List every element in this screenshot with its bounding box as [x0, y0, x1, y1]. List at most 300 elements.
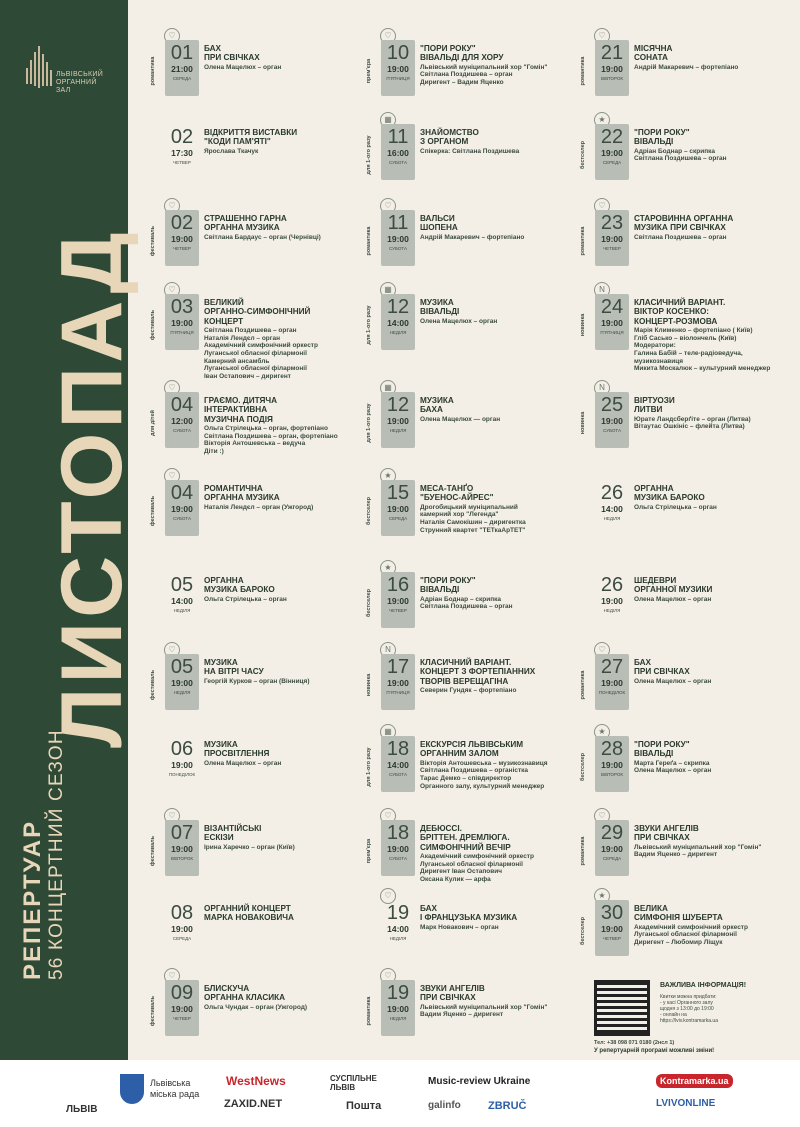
- event-day: 29: [600, 822, 624, 844]
- info-note: У репертуарній програмі можливі зміни!: [594, 1048, 715, 1054]
- event-date: [381, 900, 415, 956]
- event-category-label: для 1-ого разу: [366, 747, 372, 787]
- event-category: [580, 300, 592, 350]
- event-title-block: [634, 128, 794, 163]
- event-date: [165, 392, 199, 448]
- qr-code[interactable]: [594, 980, 650, 1036]
- event-card[interactable]: [150, 198, 360, 280]
- event-weekday: ЧЕТВЕР: [173, 246, 191, 251]
- heart-icon: ♡: [164, 642, 180, 658]
- event-title-block: [634, 214, 794, 241]
- event-day: 24: [600, 296, 624, 318]
- event-date: [595, 40, 629, 96]
- event-performers: Марк Новакович – орган: [420, 923, 499, 931]
- event-day: 10: [386, 42, 410, 64]
- event-title: МУЗИКА ВІВАЛЬДІ: [420, 298, 460, 317]
- event-time: 14:00: [387, 760, 409, 770]
- event-time: 19:00: [387, 64, 409, 74]
- event-performers: Спікерка: Світлана Поздишева: [420, 147, 520, 155]
- coat-of-arms-icon: [120, 1074, 144, 1104]
- event-day: 23: [600, 212, 624, 234]
- event-performers: Академічний симфонічний оркестр Луганської обласної філармонії Диригент Іван Остапович Оксана Кулик — арфа: [420, 853, 534, 883]
- event-date: [595, 572, 629, 628]
- new-icon: N: [380, 642, 396, 658]
- event-category-label: романтика: [580, 836, 586, 866]
- event-title-block: [420, 576, 580, 611]
- event-card[interactable]: [366, 112, 576, 194]
- event-category: [150, 216, 162, 266]
- info-phone: Тел: +38 098 071 0180 (2нсл 1): [594, 1040, 675, 1046]
- event-time: 19:00: [171, 678, 193, 688]
- event-title: МЕСА-ТАНҐО "БУЕНОС-АЙРЕС": [420, 484, 494, 503]
- event-date: [165, 124, 199, 180]
- event-time: 19:00: [171, 504, 193, 514]
- event-day: 03: [170, 296, 194, 318]
- event-card[interactable]: [150, 724, 360, 806]
- event-weekday: П'ЯТНИЦЯ: [170, 330, 194, 335]
- event-title: ГРАЄМО. ДИТЯЧА ІНТЕРАКТИВНА МУЗИЧНА ПОДІЯ: [204, 396, 278, 424]
- event-day: 28: [600, 738, 624, 760]
- event-title-block: [634, 44, 794, 71]
- event-card[interactable]: [150, 808, 360, 890]
- heart-icon: ♡: [380, 888, 396, 904]
- season-line-2: 56 КОНЦЕРТНИЙ СЕЗОН: [46, 729, 67, 980]
- event-performers: Олена Мацелюх – орган: [634, 677, 712, 685]
- event-performers: Марія Клименко – фортепіано ( Київ) Гліб Сасько – віолончель (Київ) Модератори: Галина Бабій – теле-радіоведуча, музикознавиця Микита Москалюк – культурний менеджер: [634, 327, 771, 373]
- star-icon: ★: [380, 560, 396, 576]
- event-title: "ПОРИ РОКУ" ВІВАЛЬДІ: [634, 740, 690, 759]
- event-weekday: НЕДІЛЯ: [173, 690, 191, 695]
- event-category: [580, 906, 592, 956]
- event-title: ДЕБЮССІ. БРІТТЕН. ДРЕМЛЮГА. СИМФОНІЧНИЙ ВЕЧІР: [420, 824, 511, 852]
- event-time: 19:00: [601, 416, 623, 426]
- event-weekday: СУБОТА: [389, 246, 407, 251]
- sponsor-posta: Пошта: [346, 1100, 382, 1112]
- event-card[interactable]: [150, 968, 360, 1050]
- event-card[interactable]: [580, 808, 790, 890]
- event-card[interactable]: [580, 28, 790, 110]
- event-performers: Адріан Боднар – скрипка Світлана Поздишева – орган: [634, 147, 727, 163]
- star-icon: ★: [380, 468, 396, 484]
- sponsor-zaxid: ZAXID.NET: [224, 1098, 283, 1110]
- event-date: [595, 210, 629, 266]
- event-time: 19:00: [601, 924, 623, 934]
- event-card[interactable]: [150, 888, 360, 970]
- logo: [26, 44, 116, 94]
- event-date: [165, 210, 199, 266]
- event-time: 19:00: [601, 234, 623, 244]
- event-title-block: [204, 904, 364, 924]
- event-performers: Ольга Стрілецька – орган: [634, 503, 717, 511]
- event-category: [366, 660, 378, 710]
- season-line-1: РЕПЕРТУАР: [19, 819, 46, 980]
- event-performers: Ольга Стрілецька – орган: [204, 595, 287, 603]
- event-time: 19:00: [387, 504, 409, 514]
- event-day: 25: [600, 394, 624, 416]
- event-card[interactable]: [150, 468, 360, 550]
- event-card[interactable]: [580, 888, 790, 970]
- event-card[interactable]: [580, 468, 790, 550]
- event-weekday: СЕРЕДА: [172, 76, 192, 81]
- event-card[interactable]: [366, 888, 576, 970]
- event-card[interactable]: [150, 560, 360, 642]
- event-time: 19:00: [387, 596, 409, 606]
- heart-icon: ♡: [164, 28, 180, 44]
- event-time: 19:00: [601, 678, 623, 688]
- event-category-label: новинка: [580, 411, 586, 435]
- star-icon: ★: [594, 888, 610, 904]
- event-title: ЗНАЙОМСТВО З ОРГАНОМ: [420, 128, 479, 147]
- event-category: [150, 398, 162, 448]
- heart-icon: ♡: [164, 198, 180, 214]
- heart-icon: ♡: [164, 468, 180, 484]
- season-title: [20, 580, 100, 980]
- event-card[interactable]: [366, 642, 576, 724]
- event-day: 11: [387, 126, 409, 148]
- sponsors-footer: [0, 1060, 800, 1127]
- event-title-block: [420, 484, 580, 534]
- event-title-block: [634, 576, 794, 603]
- event-time: 19:00: [171, 760, 193, 770]
- event-category-label: новинка: [580, 313, 586, 337]
- event-weekday: СУБОТА: [389, 160, 407, 165]
- event-weekday: НЕДІЛЯ: [389, 1016, 407, 1021]
- event-category: [366, 46, 378, 96]
- event-title-block: [634, 740, 794, 775]
- heart-icon: ♡: [380, 968, 396, 984]
- event-title: ВІЗАНТІЙСЬКІ ЕСКІЗИ: [204, 824, 262, 843]
- event-time: 19:00: [601, 148, 623, 158]
- heart-icon: ♡: [380, 808, 396, 824]
- event-time: 19:00: [387, 234, 409, 244]
- event-day: 05: [170, 656, 194, 678]
- event-day: 05: [170, 574, 194, 596]
- event-date: [595, 900, 629, 956]
- event-title: ЗВУКИ АНГЕЛІВ ПРИ СВІЧКАХ: [420, 984, 485, 1003]
- event-card[interactable]: [150, 28, 360, 110]
- event-weekday: ВІВТОРОК: [600, 772, 624, 777]
- heart-icon: ♡: [594, 198, 610, 214]
- event-day: 15: [386, 482, 410, 504]
- event-performers: Ірина Харечко – орган (Київ): [204, 843, 295, 851]
- event-title: МУЗИКА НА ВІТРІ ЧАСУ: [204, 658, 264, 677]
- event-title-block: [204, 824, 364, 851]
- info-block: [594, 980, 794, 1056]
- event-day: 08: [170, 902, 194, 924]
- event-date: [595, 124, 629, 180]
- event-category: [366, 742, 378, 792]
- event-date: [595, 654, 629, 710]
- sidebar: [0, 0, 140, 1060]
- event-card[interactable]: [580, 560, 790, 642]
- event-card[interactable]: [580, 380, 790, 462]
- event-performers: Адріан Боднар – скрипка Світлана Поздишева – орган: [420, 595, 513, 611]
- event-date: [381, 294, 415, 350]
- event-category-label: фестиваль: [150, 495, 156, 527]
- event-title: МУЗИКА БАХА: [420, 396, 454, 415]
- event-category-label: фестиваль: [150, 835, 156, 867]
- event-date: [165, 736, 199, 792]
- event-title: СТРАШЕННО ГАРНА ОРГАННА МУЗИКА: [204, 214, 287, 233]
- event-date: [165, 572, 199, 628]
- event-category: [150, 46, 162, 96]
- event-title-block: [420, 824, 580, 884]
- event-performers: Львівський муніципальний хор "Гомін" Вадим Яценко – диригент: [420, 1003, 548, 1019]
- event-day: 27: [600, 656, 624, 678]
- event-weekday: НЕДІЛЯ: [603, 516, 621, 521]
- event-date: [165, 980, 199, 1036]
- event-day: 16: [386, 574, 410, 596]
- event-card[interactable]: [366, 468, 576, 550]
- sponsor-westnews: WestNews: [226, 1074, 286, 1088]
- event-date: [165, 294, 199, 350]
- event-date: [381, 980, 415, 1036]
- new-icon: N: [594, 282, 610, 298]
- event-title: ЕКСКУРСІЯ ЛЬВІВСЬКИМ ОРГАННИМ ЗАЛОМ: [420, 740, 524, 759]
- event-title: ВІРТУОЗИ ЛИТВИ: [634, 396, 675, 415]
- event-weekday: НЕДІЛЯ: [389, 936, 407, 941]
- event-date: [595, 820, 629, 876]
- event-title-block: [420, 396, 580, 423]
- event-performers: Олена Мацелюх – орган: [634, 595, 712, 603]
- sponsor-kontramarka: Kontramarka.ua: [656, 1074, 733, 1088]
- event-date: [595, 294, 629, 350]
- calendar-icon: ▦: [380, 112, 396, 128]
- event-title: КЛАСИЧНИЙ ВАРІАНТ. ВІКТОР КОСЕНКО: КОНЦЕРТ-РОЗМОВА: [634, 298, 726, 326]
- event-card[interactable]: [150, 642, 360, 724]
- star-icon: ★: [594, 112, 610, 128]
- event-category-label: бестселер: [580, 752, 586, 782]
- event-category-label: романтика: [150, 56, 156, 86]
- event-weekday: НЕДІЛЯ: [389, 330, 407, 335]
- event-title: "ПОРИ РОКУ" ВІВАЛЬДІ: [634, 128, 690, 147]
- event-title: БАХ ПРИ СВІЧКАХ: [634, 658, 690, 677]
- event-category: [580, 660, 592, 710]
- event-title: ОРГАННА МУЗИКА БАРОКО: [204, 576, 275, 595]
- event-card[interactable]: [580, 642, 790, 724]
- event-date: [381, 480, 415, 536]
- event-category-label: бестселер: [366, 588, 372, 618]
- event-category-label: фестиваль: [150, 225, 156, 257]
- event-title-block: [204, 298, 364, 380]
- event-time: 19:00: [601, 596, 623, 606]
- event-card[interactable]: [366, 560, 576, 642]
- event-date: [381, 654, 415, 710]
- event-day: 02: [170, 126, 194, 148]
- event-time: 14:00: [387, 318, 409, 328]
- calendar-icon: ▦: [380, 724, 396, 740]
- event-category-label: для 1-ого разу: [366, 305, 372, 345]
- event-day: 19: [386, 902, 410, 924]
- event-category: [366, 300, 378, 350]
- event-performers: Олена Мацелюх – орган: [204, 63, 282, 71]
- event-date: [381, 124, 415, 180]
- event-category: [580, 742, 592, 792]
- event-title-block: [634, 298, 794, 373]
- event-weekday: ЧЕТВЕР: [603, 936, 621, 941]
- event-category-label: для 1-ого разу: [366, 403, 372, 443]
- event-category-label: для 1-ого разу: [366, 135, 372, 175]
- event-time: 19:00: [171, 844, 193, 854]
- event-time: 19:00: [171, 1004, 193, 1014]
- event-category-label: фестиваль: [150, 995, 156, 1027]
- event-title-block: [420, 904, 580, 931]
- event-category-label: прем'єра: [366, 58, 372, 84]
- event-time: 21:00: [171, 64, 193, 74]
- event-weekday: СЕРЕДА: [602, 856, 622, 861]
- event-time: 19:00: [387, 844, 409, 854]
- event-title-block: [420, 658, 580, 695]
- event-category: [366, 216, 378, 266]
- event-performers: Світлана Бардаус – орган (Чернівці): [204, 233, 321, 241]
- event-time: 19:00: [171, 318, 193, 328]
- sponsor-city-council: Львівська міська рада: [150, 1078, 200, 1099]
- event-weekday: ЧЕТВЕР: [173, 160, 191, 165]
- event-category: [150, 986, 162, 1036]
- event-card[interactable]: [366, 808, 576, 890]
- event-category-label: прем'єра: [366, 838, 372, 864]
- event-time: 19:00: [171, 234, 193, 244]
- event-weekday: ПОНЕДІЛОК: [598, 690, 626, 695]
- event-weekday: НЕДІЛЯ: [603, 608, 621, 613]
- event-category: [580, 46, 592, 96]
- event-title-block: [420, 128, 580, 155]
- event-title-block: [204, 658, 364, 685]
- event-date: [381, 820, 415, 876]
- event-weekday: П'ЯТНИЦЯ: [386, 76, 410, 81]
- sponsor-music-review: Music-review Ukraine: [428, 1076, 531, 1087]
- event-card[interactable]: [366, 282, 576, 364]
- event-card[interactable]: [366, 724, 576, 806]
- event-day: 12: [386, 296, 410, 318]
- event-date: [381, 210, 415, 266]
- event-card[interactable]: [580, 198, 790, 280]
- event-card[interactable]: [580, 112, 790, 194]
- event-title-block: [420, 984, 580, 1019]
- event-category-label: фестиваль: [150, 669, 156, 701]
- event-category-label: бестселер: [580, 140, 586, 170]
- calendar-icon: ▦: [380, 380, 396, 396]
- event-weekday: СЕРЕДА: [602, 160, 622, 165]
- event-card[interactable]: [580, 724, 790, 806]
- event-date: [595, 480, 629, 536]
- new-icon: N: [594, 380, 610, 396]
- event-category-label: романтика: [366, 226, 372, 256]
- event-title-block: [634, 824, 794, 859]
- heart-icon: ♡: [594, 808, 610, 824]
- event-category: [150, 486, 162, 536]
- event-category-label: романтика: [580, 226, 586, 256]
- event-performers: Академічний симфонічний оркестр Луганської обласної філармонії Диригент – Любомир Ліщук: [634, 923, 748, 946]
- event-title-block: [204, 984, 364, 1011]
- event-category-label: романтика: [366, 996, 372, 1026]
- event-card[interactable]: [150, 282, 360, 380]
- event-category-label: бестселер: [366, 496, 372, 526]
- event-day: 18: [386, 738, 410, 760]
- event-card[interactable]: [366, 380, 576, 462]
- event-title: ЗВУКИ АНГЕЛІВ ПРИ СВІЧКАХ: [634, 824, 699, 843]
- event-title-block: [420, 44, 580, 87]
- event-day: 06: [170, 738, 194, 760]
- event-card[interactable]: [150, 380, 360, 462]
- event-title: БАХ ПРИ СВІЧКАХ: [204, 44, 260, 63]
- event-performers: Львівський муніципальний хор "Гомін" Вадим Яценко – диригент: [634, 843, 762, 859]
- event-day: 26: [600, 574, 624, 596]
- event-weekday: ЧЕТВЕР: [173, 1016, 191, 1021]
- event-day: 22: [600, 126, 624, 148]
- event-category: [580, 398, 592, 448]
- event-performers: Северин Гундяк – фортепіано: [420, 687, 517, 695]
- event-category: [150, 300, 162, 350]
- event-category: [366, 578, 378, 628]
- heart-icon: ♡: [594, 642, 610, 658]
- event-day: 18: [386, 822, 410, 844]
- event-performers: Олена Мацелюх — орган: [420, 415, 501, 423]
- event-card[interactable]: [366, 968, 576, 1050]
- calendar-icon: ▦: [380, 282, 396, 298]
- event-title-block: [634, 396, 794, 431]
- event-category: [150, 660, 162, 710]
- event-title: МУЗИКА ПРОСВІТЛЕННЯ: [204, 740, 270, 759]
- heart-icon: ♡: [380, 198, 396, 214]
- event-category: [366, 398, 378, 448]
- event-time: 14:00: [387, 924, 409, 934]
- event-title: ОРГАННА МУЗИКА БАРОКО: [634, 484, 705, 503]
- event-date: [381, 392, 415, 448]
- event-time: 19:00: [387, 1004, 409, 1014]
- event-day: 12: [386, 394, 410, 416]
- event-date: [165, 40, 199, 96]
- heart-icon: ♡: [380, 28, 396, 44]
- event-time: 12:00: [171, 416, 193, 426]
- info-title: ВАЖЛИВА ІНФОРМАЦІЯ!: [660, 982, 747, 989]
- event-title-block: [204, 740, 364, 767]
- event-weekday: НЕДІЛЯ: [173, 608, 191, 613]
- event-title-block: [204, 396, 364, 456]
- event-title-block: [420, 298, 580, 325]
- event-day: 26: [600, 482, 624, 504]
- sponsor-suspilne: СУСПІЛЬНЕ ЛЬВІВ: [330, 1074, 377, 1092]
- event-card[interactable]: [366, 198, 576, 280]
- logo-text: ЛЬВІВСЬКИЙ ОРГАННИЙ ЗАЛ: [56, 71, 104, 94]
- event-weekday: ВІВТОРОК: [170, 856, 194, 861]
- event-title-block: [634, 484, 794, 511]
- event-category: [580, 216, 592, 266]
- event-card[interactable]: [150, 112, 360, 194]
- event-time: 19:00: [601, 64, 623, 74]
- event-weekday: СУБОТА: [173, 516, 191, 521]
- event-time: 19:00: [387, 416, 409, 426]
- event-category-label: романтика: [580, 670, 586, 700]
- event-title: БЛИСКУЧА ОРГАННА КЛАСИКА: [204, 984, 286, 1003]
- event-performers: Андрій Макаревич – фортепіано: [420, 233, 525, 241]
- event-time: 19:00: [601, 760, 623, 770]
- event-time: 16:00: [387, 148, 409, 158]
- event-date: [381, 572, 415, 628]
- event-day: 09: [170, 982, 194, 1004]
- event-title-block: [420, 740, 580, 790]
- event-performers: Ольга Стрілецька – орган, фортепіано Світлана Поздишева – орган, фортепіано Вікторія Антошевська – ведуча Діти :): [204, 425, 338, 455]
- event-performers: Андрій Макаревич – фортепіано: [634, 63, 739, 71]
- sponsor-zbruc: ZBRUČ: [488, 1100, 527, 1112]
- event-title: "ПОРИ РОКУ" ВІВАЛЬДІ: [420, 576, 476, 595]
- event-card[interactable]: [366, 28, 576, 110]
- event-day: 04: [170, 394, 194, 416]
- event-performers: Світлана Поздишева – орган: [634, 233, 727, 241]
- event-title-block: [420, 214, 580, 241]
- event-card[interactable]: [580, 282, 790, 373]
- event-day: 04: [170, 482, 194, 504]
